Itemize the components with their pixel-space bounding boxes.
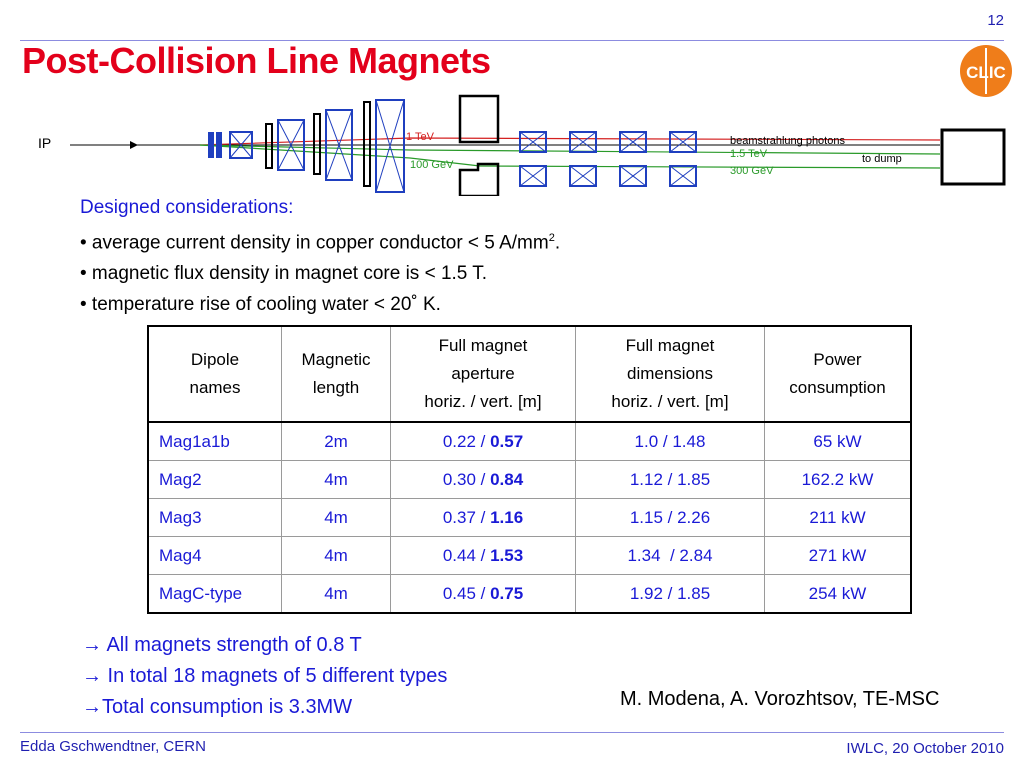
post-collision-line-diagram [30, 88, 1010, 196]
slide-number: 12 [987, 12, 1004, 29]
header-dipole-names: Dipole names [148, 326, 282, 422]
footer-divider [20, 732, 1004, 733]
author-credit: M. Modena, A. Vorozhtsov, TE-MSC [620, 688, 940, 710]
table-row [148, 575, 911, 614]
cell-power: 65 kW [765, 422, 912, 461]
header-power-consumption: Power consumption [765, 326, 912, 422]
cell-dimensions: 1.34 / 2.84 [576, 537, 765, 575]
cell-aperture: 0.44 / 1.53 [391, 537, 576, 575]
label-100gev: 100 GeV [410, 159, 454, 171]
label-300gev: 300 GeV [730, 165, 774, 177]
quad-magnet-2 [216, 132, 222, 158]
conclusion-magnet-count: → In total 18 magnets of 5 different types [82, 665, 448, 687]
cell-dipole-name: MagC-type [148, 575, 282, 614]
ip-label: IP [38, 135, 52, 151]
downstream-magnets [520, 132, 696, 186]
cell-dipole-name: Mag1a1b [148, 422, 282, 461]
footer-presenter: Edda Gschwendtner, CERN [20, 738, 206, 755]
header-full-magnet-aperture: Full magnet aperture horiz. / vert. [m] [391, 326, 576, 422]
cell-magnetic-length: 4m [282, 461, 391, 499]
logo-text: CLIC [966, 63, 1006, 82]
conclusion-magnet-strength: → All magnets strength of 0.8 T [82, 634, 362, 656]
cell-dipole-name: Mag3 [148, 499, 282, 537]
cell-power: 271 kW [765, 537, 912, 575]
cell-magnetic-length: 4m [282, 575, 391, 614]
header-magnetic-length: Magnetic length [282, 326, 391, 422]
conclusion-total-consumption: →Total consumption is 3.3MW [82, 696, 353, 718]
table-header-row [148, 326, 911, 422]
cell-power: 162.2 kW [765, 461, 912, 499]
consideration-temperature-rise: • temperature rise of cooling water < 20˚ K. [80, 294, 441, 316]
intermediate-absorber-upper [460, 96, 498, 142]
cell-dimensions: 1.0 / 1.48 [576, 422, 765, 461]
cell-dimensions: 1.15 / 2.26 [576, 499, 765, 537]
cell-dimensions: 1.92 / 1.85 [576, 575, 765, 614]
beam-dump [942, 130, 1004, 184]
design-considerations [80, 192, 560, 320]
table-row [148, 422, 911, 461]
cell-dipole-name: Mag4 [148, 537, 282, 575]
table-row [148, 499, 911, 537]
header-full-magnet-dimensions: Full magnet dimensions horiz. / vert. [m] [576, 326, 765, 422]
label-beamstrahlung: beamstrahlung photons [730, 135, 845, 147]
cell-power: 254 kW [765, 575, 912, 614]
cell-aperture: 0.45 / 0.75 [391, 575, 576, 614]
table-row [148, 537, 911, 575]
cell-aperture: 0.30 / 0.84 [391, 461, 576, 499]
magnet-group-4 [364, 100, 404, 192]
consideration-flux-density: • magnetic flux density in magnet core is < 1.5 T. [80, 263, 488, 285]
conclusions [82, 630, 447, 723]
quad-magnet-1 [208, 132, 214, 158]
table-row [148, 461, 911, 499]
cell-magnetic-length: 4m [282, 499, 391, 537]
cell-aperture: 0.22 / 0.57 [391, 422, 576, 461]
label-1tev: 1 TeV [406, 131, 434, 143]
label-15tev: 1.5 TeV [730, 148, 768, 160]
dipole-magnet-table [147, 325, 912, 614]
considerations-heading: Designed considerations: [80, 197, 294, 218]
cell-magnetic-length: 4m [282, 537, 391, 575]
slide-title: Post-Collision Line Magnets [22, 40, 491, 81]
cell-dimensions: 1.12 / 1.85 [576, 461, 765, 499]
cell-dipole-name: Mag2 [148, 461, 282, 499]
cell-magnetic-length: 2m [282, 422, 391, 461]
label-to-dump: to dump [862, 153, 902, 165]
cell-power: 211 kW [765, 499, 912, 537]
footer-event-date: IWLC, 20 October 2010 [846, 740, 1004, 757]
beam-direction-arrow [130, 141, 138, 149]
consideration-current-density: • average current density in copper conductor < 5 $A/mm^2$. [80, 232, 561, 254]
cell-aperture: 0.37 / 1.16 [391, 499, 576, 537]
